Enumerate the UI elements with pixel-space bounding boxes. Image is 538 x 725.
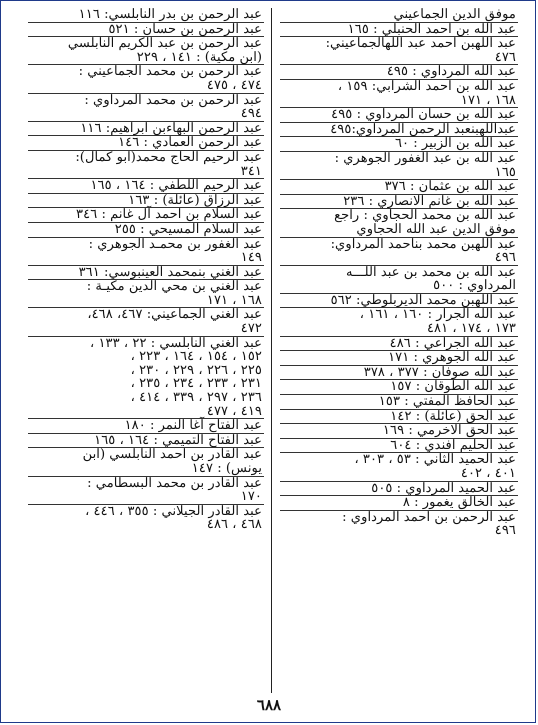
index-entry: عبد الله بن محمد الحجاوي : راجع موفق الدين عبد الله الحجاوي (280, 209, 518, 237)
index-entry: عبد الله بن عبد الغفور الجوهري : ١٦٥ (280, 152, 518, 180)
column-divider (271, 8, 272, 693)
index-entry: عبد الغني بن محي الدين مكيـة : ١٦٨ ، ١٧١ (28, 280, 264, 308)
index-entry: عبد الغني النابلسي : ٢٢ ، ١٣٣ ، ١٥٢ ، ١٥٤ ، ١٦٤ ، ٢٢٣ ، ٢٢٥ ، ٢٢٦ ، ٢٢٩ ، ٢٣٠ ، ٢٣١ ، ٢٣٣ ، ٢٣٤ ، ٢٣٥ ، ٢٣٦ ، ٢٩٧ ، ٣٣٩ ، ٤١٤ ، ٤١٩ ، ٤٧٧ (28, 337, 264, 420)
right-column (280, 8, 518, 693)
index-entry: عبد الحق (عائلة) : ١٤٢ (280, 410, 518, 425)
index-entry: عبد القادر الجيلاني : ٣٥٥ ، ٤٤٦ ، ٤٦٨ ، ٤٨٦ (85, 503, 262, 533)
index-entry: عبد القادر بن احمد النابلسي (ابن يونس) : ١٤٧ (28, 448, 264, 476)
index-entry: عبد الرحمن بن احمد المرداوي : ٤٩٦ (342, 509, 516, 539)
index-entry: عبد الله الجرار : ١٦٠ ، ١٦١ ، ١٧٣ ، ١٧٤ ، ٤٨١ (280, 308, 518, 336)
index-entry: عبد الرحمن العمادي : ١٤٦ (28, 136, 264, 151)
index-entry: عبد الرحمن البهاءبن ابراهيم: ١١٦ (28, 122, 264, 137)
index-entry: عبد الغني بنمحمد العينبوسي: ٣٦١ (28, 266, 264, 281)
index-entry: عبد الحق الاخرمي : ١٦٩ (280, 424, 518, 439)
index-entry: عبد الحميد المرداوي : ٥٠٥ (280, 482, 518, 497)
index-entry: عبد الله الطوقان : ١٥٧ (280, 380, 518, 395)
index-entry: عبد الغني الجماعيني: ٤٦٧، ٤٦٨، ٤٧٢ (28, 308, 264, 336)
index-entry: عبد الله بن محمد بن عبد اللـــه المرداوي : ٥٠٠ (280, 266, 518, 294)
index-entry: عبد الحميد الثاني : ٥٣ ، ٣٠٣ ، ٤٠١ ، ٤٠٢ (280, 453, 518, 481)
index-entry: عبد اللهبن احمد عبد اللهالجماعيني: ٤٧٦ (280, 37, 518, 65)
index-entry: عبد الله بن احمد الحنبلي : ١٦٥ (280, 23, 518, 38)
index-entry: عبد الغفور بن محمـد الجوهري : ١٤٩ (28, 238, 264, 266)
index-entry: عبد الله بن الزبير : ٦٠ (280, 137, 518, 152)
page-number: ٦٨٨ (256, 696, 282, 714)
index-entry: عبد الله بن حسان المرداوي : ٤٩٥ (280, 108, 518, 123)
index-entry: عبد الرحمن بن عبد الكريم النابلسي (ابن مكية) : ١٤١ ، ٢٢٩ (28, 37, 264, 65)
index-entry: عبد الله بن احمد الشرابي: ١٥٩ ، ١٦٨ ، ١٧١ (280, 80, 518, 108)
index-entry: عبداللهبنعبد الرحمن المرداوي:٤٩٥ (280, 123, 518, 138)
index-entry: عبد الرزاق (عائلة) : ١٦٣ (28, 194, 264, 209)
index-entry: عبد الخالق يغمور : ٨ (280, 496, 518, 511)
left-column (28, 8, 264, 693)
index-entry: عبد الله الجراعي : ٤٨٦ (280, 337, 518, 352)
index-entry: موفق الدين الجماعيني (280, 8, 518, 23)
index-entry: عبد اللهبن محمد بناحمد المرداوي: ٤٩٦ (280, 238, 518, 266)
index-entry: عبد الرحمن بن محمد الجماعيني : ٤٧٤ ، ٤٧٥ (28, 65, 264, 93)
index-entry: عبد الرحمن بن محمد المرداوي : ٤٩٤ (28, 94, 264, 122)
index-entry: عبد الرحمن بن حسان : ٥٢١ (28, 23, 264, 38)
index-entry: عبد الحافظ المفتي : ١٥٣ (280, 395, 518, 410)
index-entry: عبد الرحمن بن بدر النابلسي: ١١٦ (28, 8, 264, 23)
index-entry: عبد الله صوفان : ٣٧٧ ، ٣٧٨ (280, 366, 518, 381)
index-entry: عبد الله بن غانم الانصاري : ٢٣٦ (280, 195, 518, 210)
index-entry: عبد اللهبن محمد الديربلوطي: ٥٦٢ (280, 294, 518, 309)
index-entry: عبد السلام بن احمد آل غانم : ٣٤٦ (28, 208, 264, 223)
index-entry: عبد الله المرداوي : ٤٩٥ (280, 65, 518, 80)
index-entry: عبد الفتاح التميمي : ١٦٤ ، ١٦٥ (28, 434, 264, 449)
index-entry: عبد الفتاح آغا النمر : ١٨٠ (28, 419, 264, 434)
index-entry: عبد القادر بن محمد البسطامي : ١٧٠ (28, 477, 264, 505)
index-entry: عبد الرحيم اللطفي : ١٦٤ ، ١٦٥ (28, 179, 264, 194)
index-page (28, 8, 518, 693)
index-entry: عبد الرحيم الحاج محمد(ابو كمال): ٣٤١ (28, 151, 264, 179)
index-entry: عبد الله الجوهري : ١٧١ (280, 351, 518, 366)
index-entry: عبد السلام المسيحي : ٢٥٥ (28, 223, 264, 238)
index-entry: عبد الله بن عثمان : ٣٧٦ (280, 180, 518, 195)
index-entry: عبد الحليم افندي : ٦٠٤ (280, 439, 518, 454)
